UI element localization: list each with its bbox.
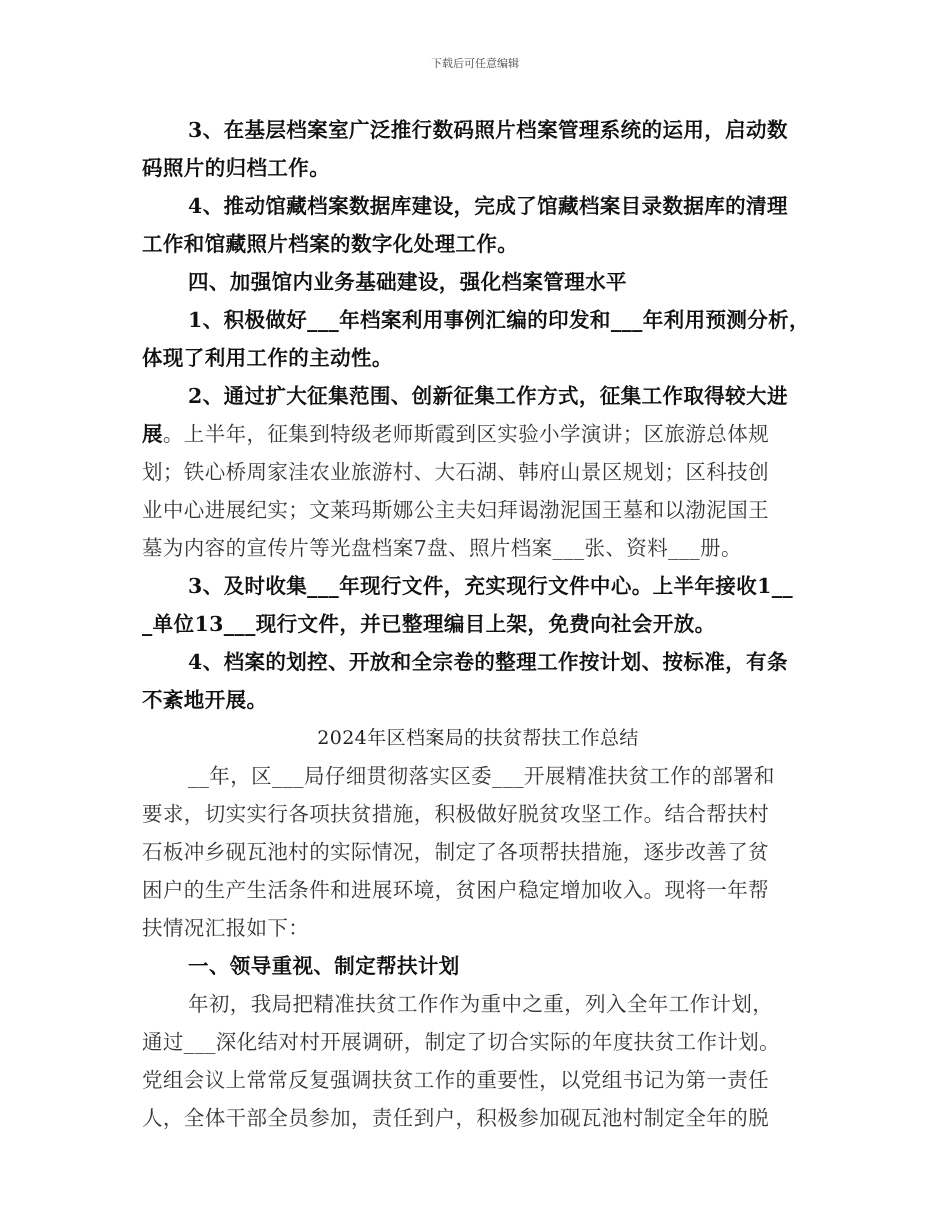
paragraph-line: 划；铁心桥周家洼农业旅游村、大石湖、韩府山景区规划；区科技创 (142, 460, 769, 484)
document-body (142, 111, 814, 1137)
bold-text: 展 (142, 422, 163, 446)
paragraph-line: 2、通过扩大征集范围、创新征集工作方式，征集工作取得较大进 (188, 384, 788, 408)
paragraph-line: 党组会议上常常反复强调扶贫工作的重要性，以党组书记为第一责任 (142, 1068, 769, 1092)
paragraph-line: 码照片的归档工作。 (142, 156, 331, 180)
paragraph-line: 3、及时收集___年现行文件，充实现行文件中心。上半年接收1__ (188, 574, 794, 598)
paragraph-line: 石板冲乡砚瓦池村的实际情况，制定了各项帮扶措施，逐步改善了贫 (142, 840, 769, 864)
paragraph-line: 3、在基层档案室广泛推行数码照片档案管理系统的运用，启动数 (188, 118, 788, 142)
paragraph-line: __年，区___局仔细贯彻落实区委___开展精准扶贫工作的部署和 (188, 764, 775, 788)
paragraph-line: 扶情况汇报如下： (142, 916, 310, 940)
paragraph-line: 体现了利用工作的主动性。 (142, 346, 393, 370)
section-heading: 一、领导重视、制定帮扶计划 (188, 954, 460, 978)
paragraph-line: 墓为内容的宣传片等光盘档案7盘、照片档案___张、资料___册。 (142, 536, 742, 560)
paragraph-line: 1、积极做好___年档案利用事例汇编的印发和___年利用预测分析， (188, 308, 810, 332)
section-heading: 四、加强馆内业务基础建设，强化档案管理水平 (188, 270, 627, 294)
normal-text: 。上半年，征集到特级老师斯霞到区实验小学演讲；区旅游总体规 (162, 422, 770, 446)
article-title: 2024年区档案局的扶贫帮扶工作总结 (317, 727, 639, 749)
paragraph-line (142, 415, 814, 453)
paragraph-line: 要求，切实实行各项扶贫措施，积极做好脱贫攻坚工作。结合帮扶村 (142, 802, 769, 826)
page-header-note: 下载后可任意编辑 (431, 57, 519, 70)
paragraph-line: 不紊地开展。 (142, 688, 268, 712)
paragraph-line: 4、推动馆藏档案数据库建设，完成了馆藏档案目录数据库的清理 (188, 194, 788, 218)
paragraph-line: 工作和馆藏照片档案的数字化处理工作。 (142, 232, 519, 256)
paragraph-line: 业中心进展纪实；文莱玛斯娜公主夫妇拜谒渤泥国王墓和以渤泥国王 (142, 498, 769, 522)
paragraph-line: 人，全体干部全员参加，责任到户，积极参加砚瓦池村制定全年的脱 (142, 1106, 769, 1130)
paragraph-line: 困户的生产生活条件和进展环境，贫困户稳定增加收入。现将一年帮 (142, 878, 769, 902)
paragraph-line: 年初，我局把精准扶贫工作作为重中之重，列入全年工作计划， (188, 992, 774, 1016)
paragraph-line: 通过___深化结对村开展调研，制定了切合实际的年度扶贫工作计划。 (142, 1030, 781, 1054)
paragraph-line: 4、档案的划控、开放和全宗卷的整理工作按计划、按标准，有条 (188, 650, 788, 674)
paragraph-line: _单位13___现行文件，并已整理编目上架，免费向社会开放。 (142, 612, 716, 636)
